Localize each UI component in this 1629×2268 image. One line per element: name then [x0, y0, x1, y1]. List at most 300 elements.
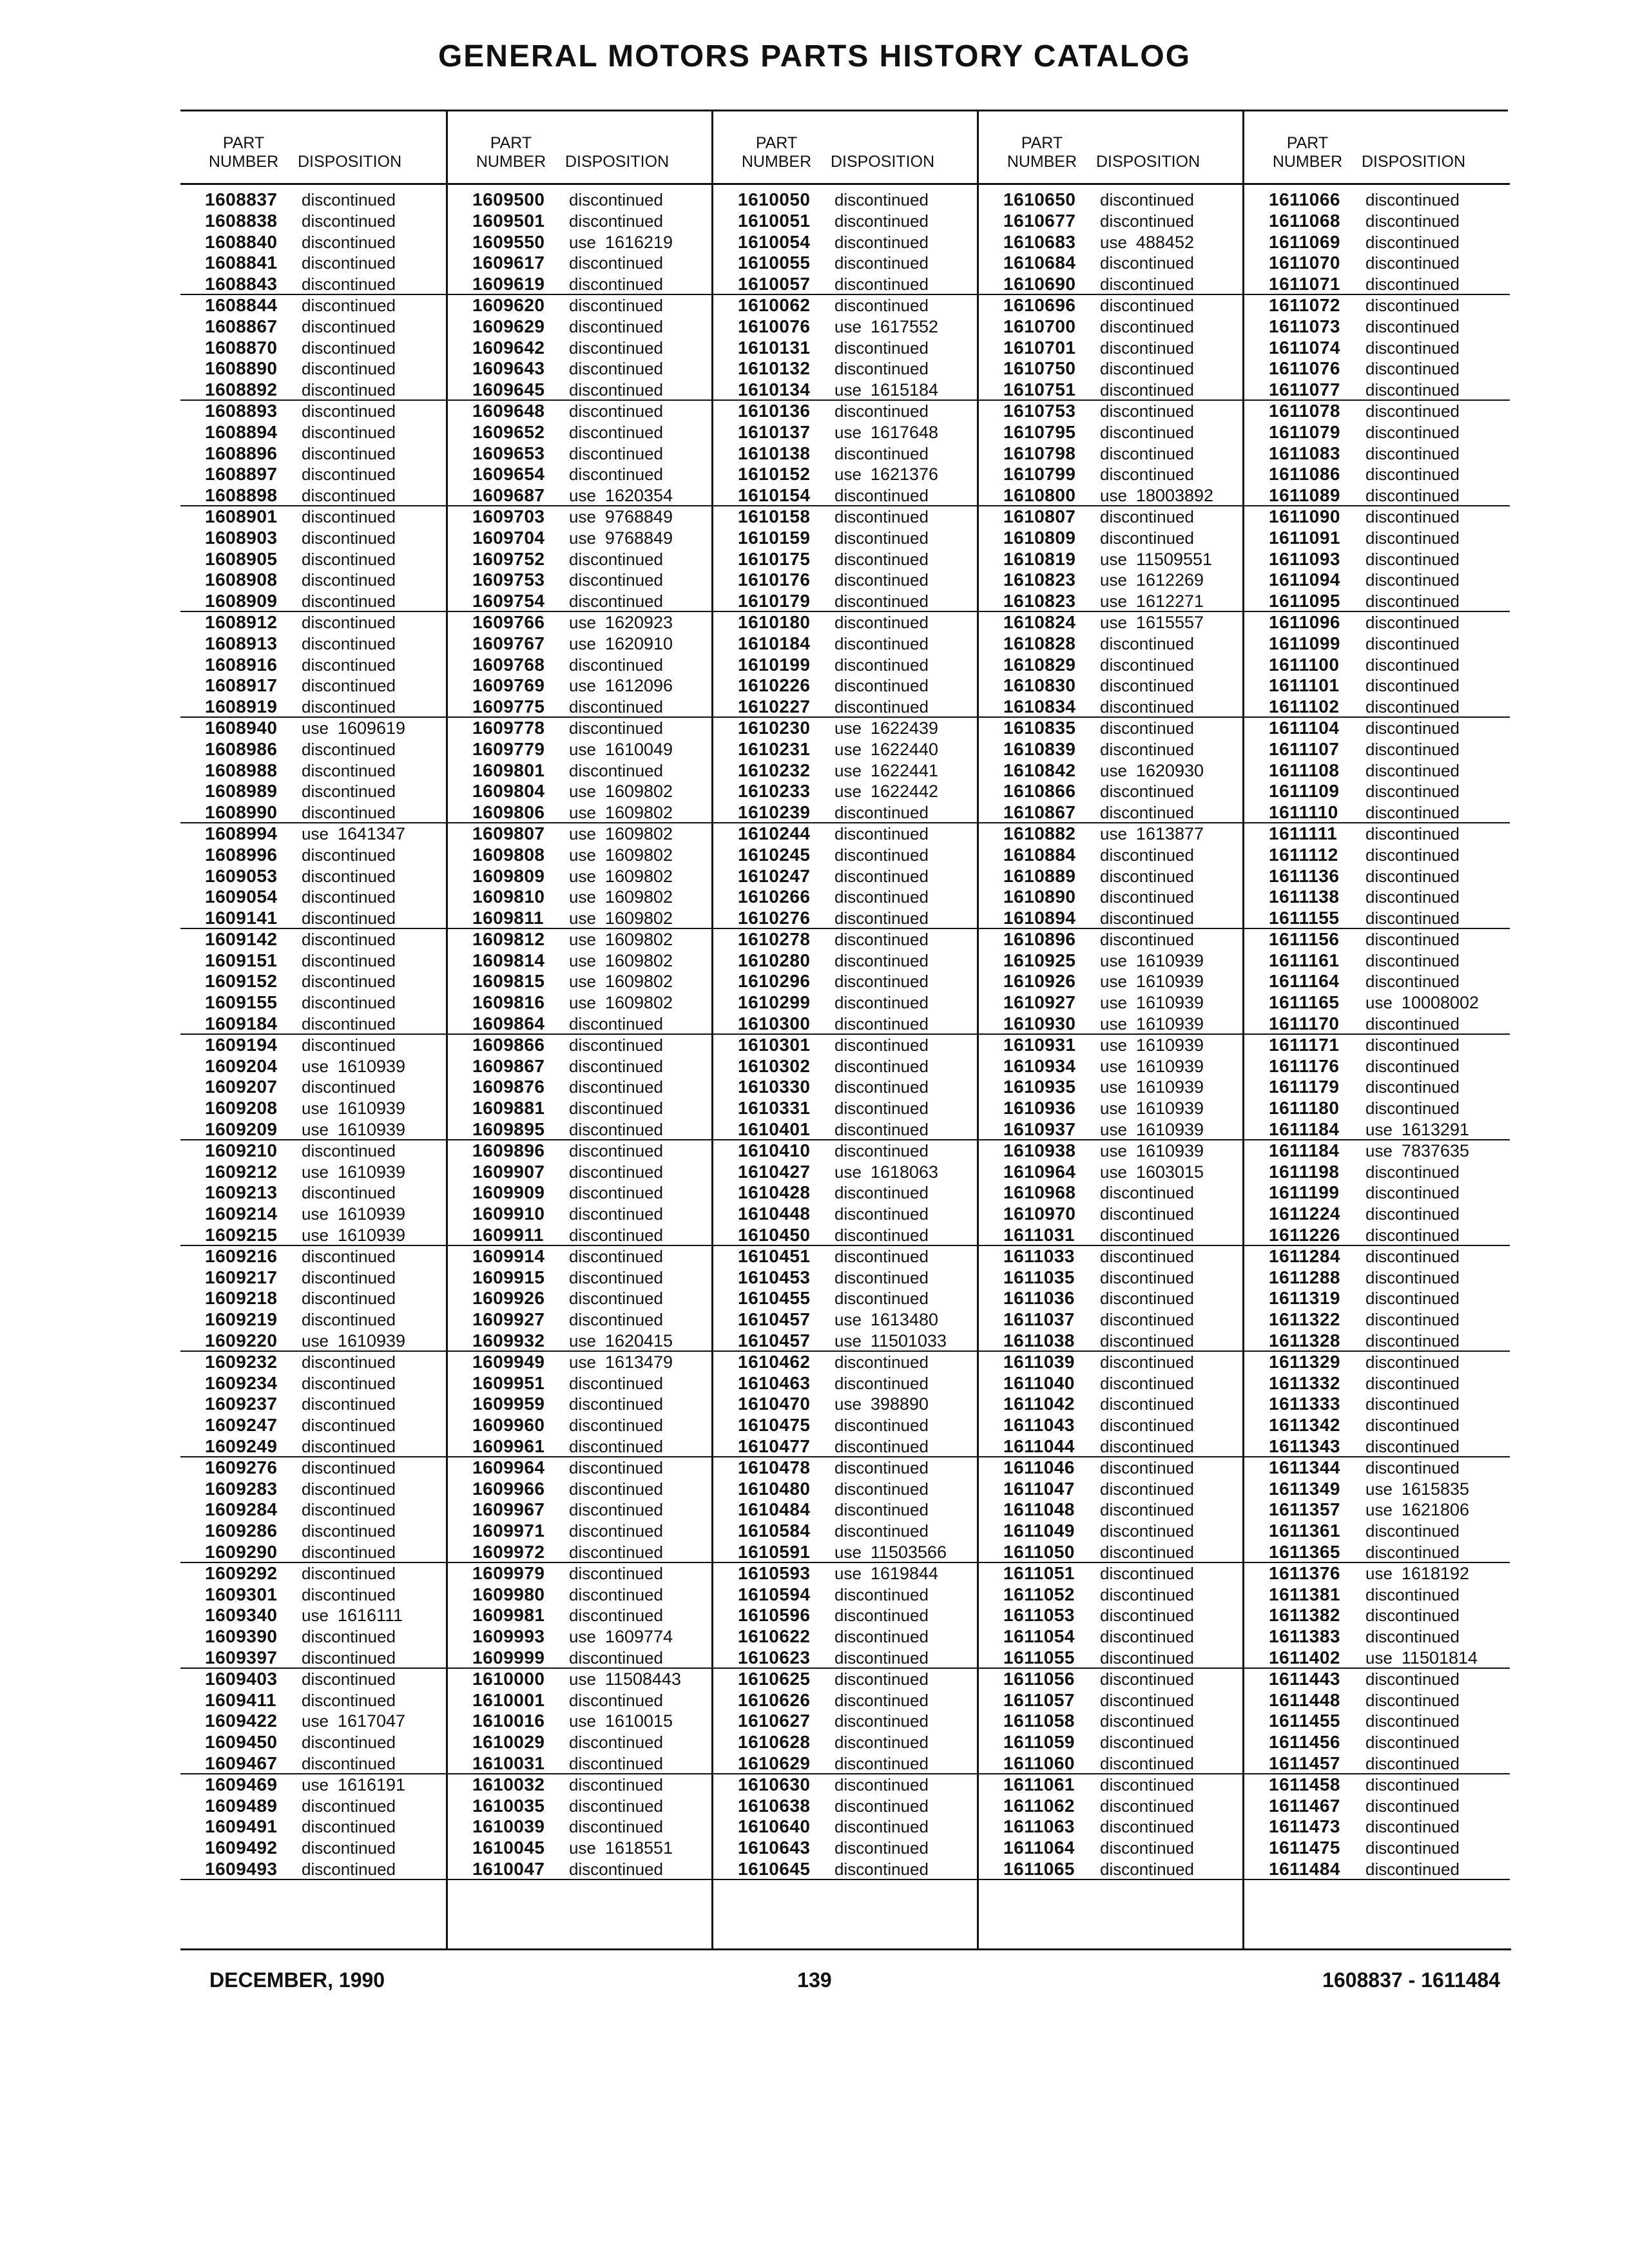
disposition — [302, 1479, 396, 1500]
disposition — [834, 1436, 929, 1457]
disposition — [569, 1563, 663, 1584]
disposition — [569, 823, 673, 845]
disposition — [569, 675, 673, 697]
table-row — [448, 1119, 713, 1140]
table-row — [1244, 823, 1510, 845]
disposition — [1100, 612, 1204, 633]
disposition — [1100, 1056, 1204, 1077]
part-number: 1610623 — [738, 1647, 811, 1667]
disposition-text: discontinued — [834, 993, 929, 1013]
table-row — [180, 1816, 446, 1838]
part-number: 1610938 — [1003, 1140, 1076, 1160]
part-number: 1610302 — [738, 1055, 811, 1076]
disposition — [302, 1098, 405, 1119]
part-number: 1610451 — [738, 1245, 811, 1266]
part-number: 1611109 — [1269, 781, 1340, 802]
part-number: 1611357 — [1269, 1499, 1340, 1520]
part-number: 1611056 — [1003, 1668, 1075, 1689]
table-row — [448, 1838, 713, 1859]
replacement-part-number: 1616219 — [604, 232, 673, 252]
disposition-text: discontinued — [1365, 1352, 1460, 1372]
table-row — [448, 1499, 713, 1521]
table-row — [713, 1563, 979, 1584]
disposition — [302, 1838, 396, 1859]
disposition-text: discontinued — [302, 1077, 396, 1097]
disposition-text: discontinued — [834, 591, 929, 611]
disposition — [1100, 485, 1213, 506]
part-number: 1611467 — [1269, 1795, 1340, 1816]
disposition — [1100, 253, 1194, 274]
replacement-part-number: 1609802 — [604, 993, 673, 1013]
disposition-text: discontinued — [1365, 591, 1460, 611]
part-number: 1608844 — [205, 294, 278, 315]
disposition — [569, 1246, 663, 1267]
disposition-text: use — [569, 823, 596, 843]
part-number: 1611458 — [1269, 1774, 1340, 1794]
disposition-text: discontinued — [1100, 1774, 1194, 1794]
part-number: 1608892 — [205, 380, 278, 400]
disposition — [1100, 1584, 1194, 1606]
table-column-2 — [446, 110, 713, 1949]
table-column-4 — [977, 110, 1244, 1949]
table-row — [979, 1711, 1244, 1732]
disposition — [1100, 1753, 1194, 1774]
part-number: 1610643 — [738, 1838, 811, 1858]
table-row — [180, 802, 446, 823]
part-number: 1611094 — [1269, 570, 1340, 590]
disposition — [1100, 274, 1194, 295]
disposition — [1365, 1859, 1460, 1880]
disposition — [1100, 1838, 1194, 1859]
part-number: 1610684 — [1003, 253, 1076, 273]
part-number: 1611333 — [1269, 1394, 1340, 1414]
disposition-text: use — [302, 1711, 329, 1731]
disposition-text: discontinued — [1365, 211, 1460, 231]
table-row — [1244, 1690, 1510, 1711]
part-number: 1610645 — [738, 1858, 811, 1879]
part-number: 1610823 — [1003, 591, 1076, 611]
part-number: 1609753 — [472, 570, 545, 590]
replacement-part-number: 1616111 — [337, 1606, 403, 1626]
table-row — [180, 1035, 446, 1056]
disposition — [1100, 1690, 1194, 1711]
disposition — [302, 1331, 405, 1352]
disposition-text: discontinued — [569, 1162, 663, 1182]
part-number: 1610625 — [738, 1668, 811, 1689]
disposition — [569, 443, 663, 465]
part-number: 1611057 — [1003, 1689, 1075, 1710]
part-number: 1611344 — [1269, 1457, 1340, 1477]
disposition — [1100, 1605, 1194, 1626]
table-row — [448, 845, 713, 866]
disposition-text: use — [1100, 823, 1127, 843]
disposition-text: use — [569, 993, 596, 1013]
replacement-part-number: 18003892 — [1135, 486, 1214, 506]
disposition-text: use — [569, 676, 596, 696]
replacement-part-number: 7837635 — [1401, 1140, 1470, 1160]
disposition-text: discontinued — [834, 359, 929, 379]
part-number: 1608894 — [205, 421, 278, 442]
table-row — [713, 718, 979, 739]
disposition — [1365, 1816, 1460, 1838]
disposition-text: use — [1100, 570, 1127, 590]
table-row — [180, 633, 446, 655]
disposition — [834, 929, 929, 950]
table-row — [1244, 316, 1510, 338]
disposition-text: use — [834, 422, 862, 442]
disposition-text: discontinued — [1365, 443, 1460, 463]
part-number: 1609234 — [205, 1372, 278, 1393]
table-row — [1244, 1098, 1510, 1119]
disposition — [1365, 823, 1460, 845]
disposition — [302, 528, 396, 549]
disposition-text: discontinued — [302, 1373, 396, 1393]
part-number: 1610751 — [1003, 380, 1076, 400]
disposition-text: discontinued — [302, 1014, 396, 1034]
part-number: 1610484 — [738, 1499, 811, 1520]
disposition-text: discontinued — [834, 803, 929, 823]
disposition — [1365, 1267, 1460, 1289]
table-column-5 — [1242, 110, 1510, 1949]
part-number: 1609779 — [472, 738, 545, 759]
table-row — [448, 570, 713, 591]
disposition — [1365, 549, 1460, 570]
disposition — [569, 781, 673, 802]
table-row — [180, 781, 446, 802]
table-row — [713, 612, 979, 633]
disposition-text: discontinued — [1100, 782, 1194, 802]
table-row — [979, 1648, 1244, 1669]
part-number: 1609232 — [205, 1351, 278, 1372]
table-row — [448, 633, 713, 655]
table-row — [448, 1457, 713, 1479]
replacement-part-number: 1609619 — [337, 718, 406, 738]
table-row — [713, 929, 979, 950]
disposition — [1100, 739, 1194, 760]
part-number: 1610296 — [738, 971, 811, 992]
table-row — [448, 1394, 713, 1415]
disposition-text: discontinued — [569, 1437, 663, 1457]
table-row — [713, 908, 979, 929]
table-row — [979, 1479, 1244, 1500]
part-number: 1611076 — [1269, 358, 1340, 379]
disposition — [569, 992, 673, 1014]
disposition — [1365, 1098, 1460, 1119]
disposition-text: discontinued — [569, 253, 663, 273]
disposition — [1100, 1373, 1194, 1394]
part-number: 1610800 — [1003, 485, 1076, 506]
disposition — [569, 1796, 663, 1817]
disposition — [569, 1499, 663, 1521]
disposition-text: discontinued — [834, 1014, 929, 1034]
part-number: 1611089 — [1269, 485, 1340, 506]
table-row — [448, 1626, 713, 1648]
part-number: 1610629 — [738, 1753, 811, 1773]
replacement-part-number: 1615184 — [870, 380, 939, 400]
part-number: 1611033 — [1003, 1245, 1075, 1266]
part-number: 1611091 — [1269, 527, 1340, 548]
part-number: 1611051 — [1003, 1562, 1075, 1583]
table-row — [448, 549, 713, 570]
disposition-text: use — [1100, 1099, 1127, 1119]
table-row — [713, 992, 979, 1014]
disposition — [1365, 1753, 1460, 1774]
table-row — [448, 528, 713, 549]
table-row — [1244, 760, 1510, 782]
disposition-text: discontinued — [1100, 380, 1194, 400]
disposition — [569, 1415, 663, 1436]
disposition-text: discontinued — [302, 1753, 396, 1773]
disposition — [302, 633, 396, 655]
disposition-text: discontinued — [834, 845, 929, 865]
disposition — [1100, 380, 1194, 401]
replacement-part-number: 1610939 — [337, 1056, 406, 1076]
part-number: 1609864 — [472, 1014, 545, 1034]
disposition-text: use — [569, 633, 596, 653]
disposition — [834, 1162, 938, 1183]
disposition-text: discontinued — [1365, 465, 1460, 485]
disposition-text: discontinued — [1100, 253, 1194, 273]
table-row — [1244, 1119, 1510, 1140]
table-row — [180, 570, 446, 591]
disposition — [1365, 253, 1460, 274]
disposition-text: discontinued — [1365, 1859, 1460, 1879]
table-row — [979, 253, 1244, 274]
disposition-text: discontinued — [1100, 1711, 1194, 1731]
part-number: 1611031 — [1003, 1225, 1075, 1245]
disposition-text: discontinued — [834, 486, 929, 506]
disposition — [834, 1331, 947, 1352]
table-row — [180, 1056, 446, 1077]
part-number: 1610232 — [738, 760, 811, 780]
disposition — [834, 1838, 929, 1859]
part-number: 1611068 — [1269, 210, 1340, 231]
disposition — [834, 1077, 929, 1098]
disposition-text: use — [1100, 1077, 1127, 1097]
disposition-text: use — [302, 1120, 329, 1140]
disposition-text: discontinued — [1365, 1774, 1460, 1794]
table-row — [448, 1246, 713, 1267]
part-number: 1611099 — [1269, 633, 1340, 653]
table-row — [979, 1098, 1244, 1119]
disposition-text: use — [302, 1225, 329, 1245]
part-number: 1611043 — [1003, 1415, 1075, 1436]
disposition — [569, 464, 663, 485]
part-number: 1611342 — [1269, 1415, 1340, 1436]
table-row — [448, 971, 713, 992]
disposition — [569, 295, 663, 316]
disposition — [302, 802, 396, 823]
part-number: 1609492 — [205, 1838, 278, 1858]
parts-table — [180, 110, 1508, 1949]
part-number: 1611055 — [1003, 1647, 1075, 1667]
disposition-text: discontinued — [569, 655, 663, 675]
disposition-text: discontinued — [1365, 401, 1460, 421]
part-number: 1609778 — [472, 717, 545, 738]
disposition-text: discontinued — [834, 1077, 929, 1097]
table-row — [448, 1288, 713, 1309]
part-number: 1609217 — [205, 1267, 278, 1287]
disposition — [1365, 1584, 1460, 1606]
part-number: 1611048 — [1003, 1499, 1075, 1520]
disposition-text: discontinued — [1100, 1457, 1194, 1477]
part-number: 1609811 — [472, 908, 544, 928]
disposition-text: discontinued — [1365, 697, 1460, 717]
part-number: 1610696 — [1003, 294, 1076, 315]
table-row — [1244, 401, 1510, 422]
disposition-text: discontinued — [1365, 1753, 1460, 1773]
table-row — [713, 1119, 979, 1140]
part-number: 1610175 — [738, 548, 811, 569]
table-row — [448, 1648, 713, 1669]
part-number: 1610470 — [738, 1394, 811, 1414]
disposition-text: use — [569, 1352, 596, 1372]
disposition — [302, 1774, 405, 1796]
replacement-part-number: 1610939 — [1135, 1120, 1204, 1140]
disposition-text: discontinued — [302, 697, 396, 717]
table-row — [979, 760, 1244, 782]
part-number: 1611473 — [1269, 1816, 1340, 1837]
table-row — [180, 992, 446, 1014]
disposition — [1365, 1521, 1460, 1542]
table-row — [713, 655, 979, 676]
part-number: 1609967 — [472, 1499, 545, 1520]
part-number: 1609054 — [205, 887, 278, 907]
disposition — [569, 950, 673, 972]
disposition-text: use — [1100, 950, 1127, 970]
disposition-text: use — [1365, 1648, 1393, 1667]
disposition — [569, 338, 663, 359]
table-row — [448, 992, 713, 1014]
table-row — [979, 1690, 1244, 1711]
disposition — [834, 549, 929, 570]
part-number: 1610176 — [738, 570, 811, 590]
disposition — [1365, 1626, 1460, 1648]
disposition — [1100, 1563, 1194, 1584]
table-row — [1244, 1859, 1510, 1880]
part-number: 1610690 — [1003, 274, 1076, 294]
disposition — [834, 591, 929, 612]
table-row — [1244, 1162, 1510, 1183]
disposition — [1100, 1732, 1194, 1753]
part-number: 1611383 — [1269, 1626, 1340, 1647]
disposition — [569, 1014, 663, 1035]
disposition-text: use — [1100, 1162, 1127, 1182]
disposition-text: discontinued — [569, 1774, 663, 1794]
disposition — [302, 1669, 396, 1690]
disposition — [834, 1521, 929, 1542]
disposition — [1365, 211, 1460, 232]
table-row — [1244, 781, 1510, 802]
table-row — [180, 1732, 446, 1753]
table-row — [448, 1182, 713, 1204]
table-row — [979, 1035, 1244, 1056]
disposition-text: discontinued — [302, 1437, 396, 1457]
table-row — [448, 823, 713, 845]
replacement-part-number: 1619844 — [870, 1563, 939, 1583]
table-row — [1244, 1753, 1510, 1774]
table-row — [448, 1309, 713, 1331]
table-row — [1244, 1246, 1510, 1267]
disposition — [834, 1648, 929, 1669]
disposition-text: discontinued — [1365, 1162, 1460, 1182]
part-number: 1609966 — [472, 1478, 545, 1499]
disposition — [1100, 1479, 1194, 1500]
disposition — [1365, 1774, 1460, 1796]
table-row — [713, 1352, 979, 1373]
part-number: 1611046 — [1003, 1457, 1075, 1477]
table-row — [979, 422, 1244, 443]
disposition-text: discontinued — [302, 338, 396, 358]
part-number: 1611457 — [1269, 1753, 1340, 1773]
disposition — [302, 1077, 396, 1098]
disposition — [302, 1162, 405, 1183]
table-row — [448, 464, 713, 485]
table-row — [979, 443, 1244, 465]
disposition-text: discontinued — [1100, 1796, 1194, 1816]
part-number: 1610926 — [1003, 971, 1076, 992]
disposition-text: discontinued — [569, 274, 663, 294]
disposition-text: discontinued — [302, 1267, 396, 1287]
disposition — [302, 570, 396, 591]
disposition — [302, 1140, 396, 1162]
table-row — [713, 1267, 979, 1289]
table-row — [713, 697, 979, 718]
table-row — [713, 422, 979, 443]
table-row — [180, 1774, 446, 1796]
table-row — [1244, 1352, 1510, 1373]
part-number: 1608838 — [205, 210, 278, 231]
part-number: 1610233 — [738, 781, 811, 802]
table-row — [713, 1098, 979, 1119]
replacement-part-number: 1610939 — [337, 1162, 406, 1182]
disposition — [1365, 802, 1460, 823]
part-number: 1608919 — [205, 697, 278, 717]
disposition-text: use — [1365, 1140, 1393, 1160]
disposition-text: discontinued — [302, 633, 396, 653]
part-number: 1610299 — [738, 992, 811, 1013]
part-number: 1610039 — [472, 1816, 545, 1837]
table-row — [448, 1267, 713, 1289]
part-number: 1609815 — [472, 971, 545, 992]
disposition-text: discontinued — [569, 338, 663, 358]
disposition-text: discontinued — [1100, 1627, 1194, 1647]
part-number: 1609981 — [472, 1605, 545, 1626]
part-number: 1609980 — [472, 1584, 545, 1604]
part-number: 1610055 — [738, 253, 811, 273]
table-row — [180, 316, 446, 338]
part-number: 1610427 — [738, 1161, 811, 1182]
disposition-text: use — [834, 1394, 862, 1414]
disposition — [302, 485, 396, 506]
table-row — [180, 1098, 446, 1119]
disposition — [834, 887, 929, 908]
disposition-text: use — [1100, 1120, 1127, 1140]
part-number: 1610925 — [1003, 950, 1076, 970]
part-number: 1610245 — [738, 844, 811, 865]
disposition — [1365, 591, 1460, 612]
disposition-text: discontinued — [302, 1140, 396, 1160]
disposition — [834, 1796, 929, 1817]
disposition-text: discontinued — [302, 1289, 396, 1309]
table-row — [1244, 992, 1510, 1014]
disposition — [1100, 866, 1194, 887]
part-number: 1609961 — [472, 1436, 545, 1457]
disposition-text: discontinued — [834, 1479, 929, 1499]
part-number: 1610137 — [738, 421, 811, 442]
disposition — [569, 1352, 673, 1373]
disposition — [569, 1605, 663, 1626]
